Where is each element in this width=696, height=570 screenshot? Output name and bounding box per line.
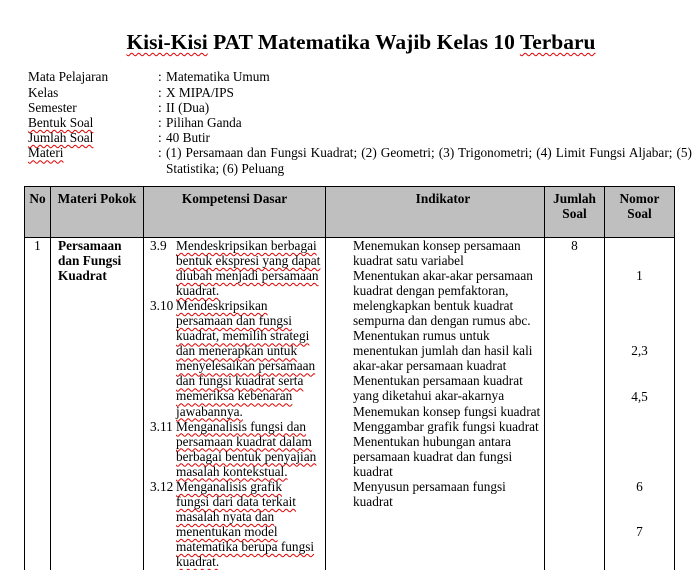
- table-row: [25, 238, 674, 570]
- meta-row-semester: [28, 100, 692, 115]
- indikator-line: melengkapkan bentuk kuadrat: [353, 298, 514, 314]
- kd-line: jawabannya.: [176, 403, 243, 419]
- kd-line: kuadrat, memilih strategi: [176, 328, 310, 344]
- meta-row-question-form: [28, 115, 692, 130]
- indikator-line: menentukan jumlah dan hasil kali: [353, 343, 533, 359]
- indikator-line: Menentukan akar-akar persamaan: [353, 268, 533, 284]
- header-nomor-soal: Nomor Soal: [619, 191, 660, 222]
- header-no: No: [25, 187, 51, 237]
- meta-label: Mata Pelajaran: [28, 69, 109, 85]
- title-lead: Kisi-Kisi: [126, 30, 208, 54]
- kd-line: fungsi dari data terkait: [176, 493, 296, 509]
- cell-jumlah-soal: 8: [545, 238, 605, 570]
- meta-separator: :: [158, 115, 162, 130]
- cell-nomor-soal: [605, 238, 674, 570]
- kd-line: matematika berupa fungsi: [176, 538, 315, 554]
- table-header-row: [25, 187, 674, 238]
- meta-value: II (Dua): [166, 99, 210, 115]
- kd-line: Mendeskripsikan: [176, 298, 268, 314]
- header-kompetensi-dasar: Kompetensi Dasar: [144, 187, 326, 237]
- meta-separator: :: [158, 99, 162, 115]
- meta-row-class: [28, 85, 692, 100]
- meta-value: 40 Butir: [166, 130, 210, 146]
- meta-row-material: [28, 145, 692, 175]
- meta-row-subject: [28, 69, 692, 84]
- meta-value: (1) Persamaan dan Fungsi Kuadrat; (2) Geometri; (3) Trigonometri; (4) Limit Fungsi Aljabar; (5) Statistika; (6) Peluang: [166, 145, 692, 176]
- indikator-item: [353, 404, 542, 419]
- cell-materi-pokok: Persamaan dan Fungsi Kuadrat: [51, 238, 144, 570]
- kd-line: masalah nyata dan: [176, 508, 275, 524]
- indikator-line: Menentukan rumus untuk: [353, 328, 490, 344]
- kd-number: 3.11: [150, 418, 173, 434]
- meta-label: Jumlah Soal: [28, 130, 94, 146]
- indikator-line: Menemukan konsep persamaan: [353, 238, 521, 253]
- kd-item: [150, 479, 321, 569]
- indikator-item: [353, 419, 542, 434]
- title-tail: Terbaru: [519, 30, 596, 54]
- indikator-line: persamaan kuadrat dan fungsi: [353, 448, 513, 464]
- meta-separator: :: [158, 130, 162, 146]
- kd-line: memeriksa kebenaran: [176, 388, 293, 404]
- indikator-line: Menentukan persamaan kuadrat: [353, 373, 523, 389]
- indikator-line: akar-akar persamaan kuadrat: [353, 358, 507, 374]
- kd-text: [176, 298, 321, 418]
- kd-line: menentukan model: [176, 523, 278, 539]
- kd-line: bentuk ekspresi yang dapat: [176, 253, 321, 269]
- nomor-soal-value: 7: [636, 523, 643, 539]
- kd-line: dan menerapkan untuk: [176, 343, 298, 359]
- indikator-item: [353, 373, 542, 403]
- kd-line: diubah menjadi persamaan: [176, 268, 319, 284]
- kd-line: Mendeskripsikan berbagai: [176, 238, 317, 253]
- indikator-line: sempurna dan dengan rumus abc.: [353, 313, 531, 329]
- meta-label: Bentuk Soal: [28, 115, 94, 130]
- kd-line: kuadrat.: [176, 553, 220, 569]
- header-indikator: Indikator: [326, 187, 545, 237]
- indikator-item: [353, 434, 542, 479]
- kd-line: persamaan dan fungsi: [176, 313, 292, 329]
- indikator-item: [353, 268, 542, 328]
- indikator-item: [353, 479, 542, 509]
- cell-kompetensi-dasar: [144, 238, 326, 570]
- kd-line: kuadrat.: [176, 283, 220, 299]
- kd-number: 3.12: [150, 478, 174, 494]
- kisi-kisi-table: [24, 186, 675, 570]
- indikator-item: [353, 238, 542, 268]
- indikator-line: Menentukan hubungan antara: [353, 433, 512, 449]
- meta-block: [28, 69, 692, 175]
- nomor-soal-value: 2,3: [631, 343, 648, 359]
- kd-item: [150, 298, 321, 418]
- meta-label: Materi: [28, 145, 64, 161]
- meta-separator: :: [158, 69, 162, 85]
- kd-line: masalah kontekstual.: [176, 463, 288, 479]
- kd-text: [176, 479, 321, 569]
- kd-number: 3.10: [150, 298, 174, 314]
- meta-value: X MIPA/IPS: [166, 84, 234, 100]
- meta-separator: :: [158, 145, 162, 161]
- kd-line: menyelesaikan persamaan: [176, 358, 316, 374]
- meta-value: Matematika Umum: [166, 69, 270, 85]
- meta-label: Kelas: [28, 84, 59, 100]
- indikator-line: Menyusun persamaan fungsi: [353, 478, 506, 494]
- meta-label: Semester: [28, 99, 77, 115]
- kd-number: 3.9: [150, 238, 167, 253]
- meta-value: Pilihan Ganda: [166, 115, 242, 130]
- meta-row-question-count: [28, 130, 692, 145]
- indikator-line: kuadrat: [353, 463, 393, 479]
- meta-separator: :: [158, 84, 162, 100]
- indikator-line: Menemukan konsep fungsi kuadrat: [353, 403, 541, 419]
- cell-indikator: [326, 238, 545, 570]
- kd-text: [176, 238, 321, 298]
- indikator-line: kuadrat: [353, 493, 393, 509]
- kd-item: [150, 419, 321, 479]
- indikator-item: [353, 328, 542, 373]
- header-jumlah-soal: Jumlah Soal: [545, 187, 605, 237]
- header-materi-pokok: Materi Pokok: [51, 187, 144, 237]
- kd-line: berbagai bentuk penyajian: [176, 448, 317, 464]
- kd-line: dan fungsi kuadrat serta: [176, 373, 304, 389]
- kd-text: [176, 419, 321, 479]
- indikator-line: kuadrat satu variabel: [353, 253, 464, 269]
- kd-line: persamaan kuadrat dalam: [176, 433, 312, 449]
- indikator-line: yang diketahui akar-akarnya: [353, 388, 505, 404]
- nomor-soal-value: 6: [636, 478, 643, 494]
- cell-no: 1: [25, 238, 51, 570]
- nomor-soal-value: 1: [636, 268, 643, 284]
- document-title: [27, 29, 695, 55]
- kd-line: Menganalisis fungsi dan: [176, 418, 306, 434]
- kd-item: [150, 238, 321, 298]
- indikator-line: kuadrat dengan pemfaktoran,: [353, 283, 509, 299]
- title-middle: PAT Matematika Wajib Kelas 10: [213, 30, 515, 54]
- indikator-line: Menggambar grafik fungsi kuadrat: [353, 418, 539, 434]
- kd-line: Menganalisis grafik: [176, 478, 282, 494]
- nomor-soal-value: 4,5: [631, 388, 648, 404]
